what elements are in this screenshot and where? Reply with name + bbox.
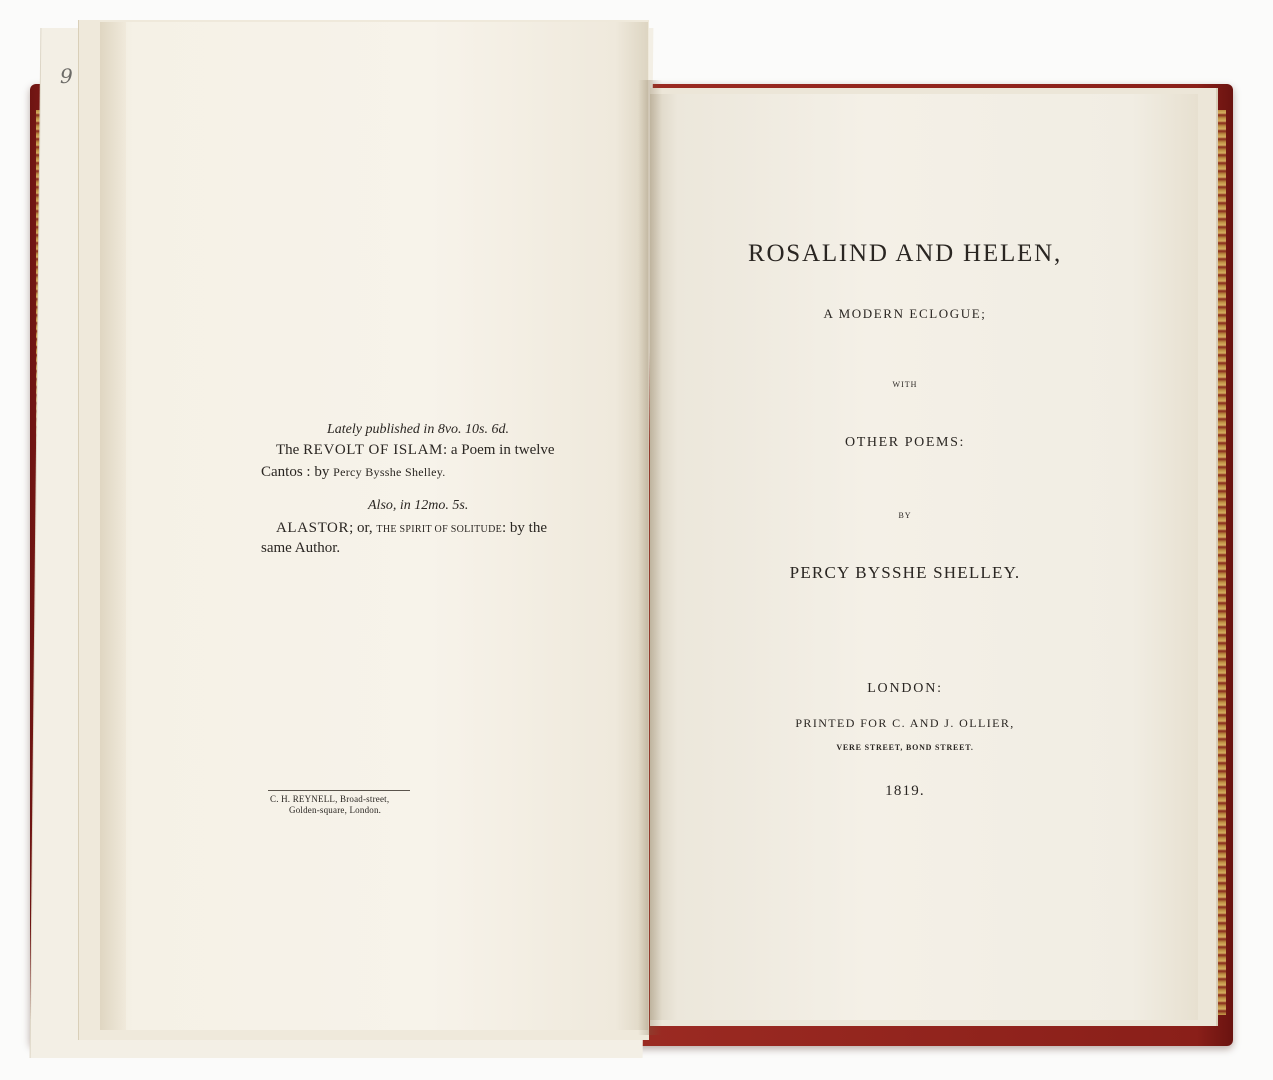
ad-line-revolt [276,442,555,459]
imprint-printer: PRINTED FOR C. AND J. OLLIER, [795,716,1015,730]
book-title: ROSALIND AND HELEN, [747,240,1063,267]
imprint-place: LONDON: [867,681,943,696]
other-poems-label: OTHER POEMS: [845,435,965,450]
ad-title-alastor: ALASTOR [276,520,350,536]
book-subtitle: A MODERN ECLOGUE; [823,306,987,321]
printer-imprint-line2: Golden-square, London. [289,805,382,815]
ad-text: The [276,442,300,458]
publication-year: 1819. [885,783,925,799]
ad-author-name: Percy Bysshe Shelley. [333,465,446,479]
with-label: WITH [892,380,918,389]
ad-line-also: Also, in 12mo. 5s. [368,498,469,513]
author-name: PERCY BYSSHE SHELLEY. [789,563,1021,582]
pencil-mark: 9 [60,64,73,88]
by-label: BY [898,511,912,520]
imprint-rule [268,790,410,791]
book-gutter-shadow [638,80,662,1035]
ad-line-cantos [261,464,446,481]
ad-subtitle-spirit-of-solitude: THE SPIRIT OF SOLITUDE [376,524,503,535]
ad-text: : by the [502,520,548,536]
ad-line-alastor [276,520,547,537]
ad-text: : a Poem in twelve [442,442,555,458]
left-page-deckle-edge [100,22,126,1030]
ad-line-same-author: same Author. [261,540,341,556]
ad-line-lately-published: Lately published in 8vo. 10s. 6d. [327,422,509,437]
ad-text: Cantos : by [261,464,330,480]
imprint-address: VERE STREET, BOND STREET. [836,743,974,752]
ad-title-revolt-of-islam: REVOLT OF ISLAM [303,442,443,458]
printer-imprint-line1: C. H. REYNELL, Broad-street, [270,794,390,804]
ad-text: ; or, [349,520,373,536]
right-page [650,94,1198,1020]
